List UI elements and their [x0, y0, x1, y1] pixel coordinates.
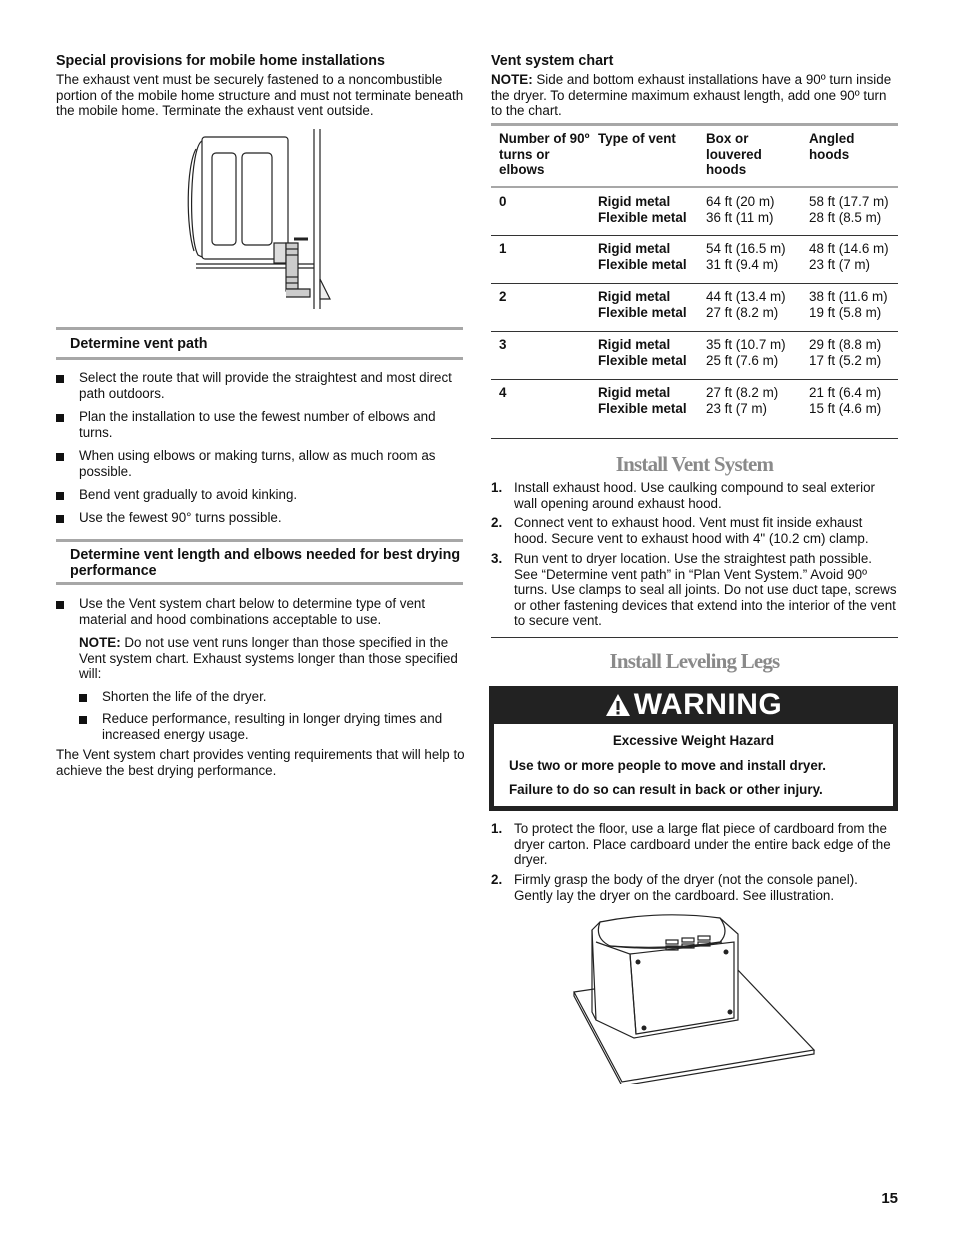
- dryer-on-cardboard-illustration: [570, 912, 816, 1084]
- table-row: 4 Rigid metal Flexible metal 27 ft (8.2 m) 23 ft (7 m) 21 ft (6.4 m) 15 ft (4.6 m): [499, 385, 882, 416]
- column-header: Number of 90º turns or elbows: [499, 131, 590, 178]
- mobile-home-heading: Special provisions for mobile home installations: [56, 53, 385, 69]
- vent-length-rule-top: [56, 539, 463, 542]
- bullet-icon: [56, 414, 64, 422]
- warning-line-1: Use two or more people to move and install dryer.: [509, 758, 826, 773]
- vent-length-note: NOTE: Do not use vent runs longer than those specified in the Vent system chart. Exhaust systems longer than those specified will:: [79, 635, 458, 682]
- vent-path-rule-bottom: [56, 357, 463, 360]
- mobile-home-vent-illustration: [182, 127, 332, 312]
- vent-length-closing: The Vent system chart provides venting requirements that will help to achieve the best drying performance.: [56, 747, 465, 778]
- vent-chart-heading: Vent system chart: [491, 53, 614, 69]
- warning-triangle-icon: [605, 693, 631, 717]
- table-row: 3 Rigid metal Flexible metal 35 ft (10.7 m) 25 ft (7.6 m) 29 ft (8.8 m) 17 ft (5.2 m): [499, 337, 882, 368]
- list-item: When using elbows or making turns, allow as much room as possible.: [56, 448, 463, 480]
- warning-box: [489, 686, 898, 811]
- page-number: 15: [881, 1190, 898, 1207]
- warning-body: [494, 724, 893, 806]
- vent-path-heading: Determine vent path: [70, 336, 208, 352]
- table-row: 1 Rigid metal Flexible metal 54 ft (16.5 m) 31 ft (9.4 m) 48 ft (14.6 m) 23 ft (7 m): [499, 241, 889, 272]
- table-row: 2 Rigid metal Flexible metal 44 ft (13.4 m) 27 ft (8.2 m) 38 ft (11.6 m) 19 ft (5.8 m): [499, 289, 888, 320]
- install-vent-heading: Install Vent System: [615, 452, 774, 476]
- vent-chart-note: NOTE: Side and bottom exhaust installations have a 90º turn inside the dryer. To determine maximum exhaust length, add one 90º turn to the chart.: [491, 72, 892, 119]
- list-item: 2. Connect vent to exhaust hood. Vent must fit inside exhaust hood. Secure vent to exhaust hood with 4" (10.2 cm) clamp.: [491, 515, 869, 546]
- list-item: Bend vent gradually to avoid kinking.: [56, 487, 463, 503]
- bullet-icon: [56, 453, 64, 461]
- bullet-icon: [56, 492, 64, 500]
- list-item: Plan the installation to use the fewest number of elbows and turns.: [56, 409, 463, 441]
- install-legs-heading: Install Leveling Legs: [609, 649, 780, 673]
- vent-length-heading: Determine vent length and elbows needed for best drying performance: [70, 547, 461, 579]
- warning-line-2: Failure to do so can result in back or other injury.: [509, 782, 823, 797]
- list-item: 3. Run vent to dryer location. Use the straightest path possible. See “Determine vent path” in “Plan Vent System.” Avoid 90º turns. Use clamps to seal all joints. Do not use duct tape, screws or other fastening devices that extend into the interior of the vent to secure vent.: [491, 551, 897, 629]
- list-item: Use the Vent system chart below to determine type of vent material and hood combinations acceptable to use.: [56, 596, 463, 628]
- vent-chart-table: [491, 123, 898, 439]
- bullet-icon: [79, 716, 87, 724]
- table-row: 0 Rigid metal Flexible metal 64 ft (20 m) 36 ft (11 m) 58 ft (17.7 m) 28 ft (8.5 m): [499, 194, 889, 225]
- mobile-home-text: The exhaust vent must be securely fastened to a noncombustible portion of the mobile home structure and must not terminate beneath the mobile home. Terminate the exhaust vent outside.: [56, 72, 464, 119]
- warning-header: [489, 686, 898, 724]
- column-header: Type of vent: [598, 131, 676, 146]
- list-item: 2. Firmly grasp the body of the dryer (not the console panel). Gently lay the dryer on the cardboard. See illustration.: [491, 872, 858, 903]
- vent-length-rule-bottom: [56, 582, 463, 585]
- list-item: 1. Install exhaust hood. Use caulking compound to seal exterior wall opening around exhaust hood.: [491, 480, 876, 511]
- sub-list-item: Reduce performance, resulting in longer drying times and increased energy usage.: [79, 711, 463, 743]
- bullet-icon: [56, 601, 64, 609]
- list-item: 1. To protect the floor, use a large flat piece of cardboard from the dryer carton. Place cardboard under the entire back edge of the dryer.: [491, 821, 891, 868]
- warning-title: WARNING: [633, 688, 783, 721]
- list-item: Select the route that will provide the straightest and most direct path outdoors.: [56, 370, 463, 402]
- bullet-icon: [56, 515, 64, 523]
- section-divider: [491, 637, 898, 638]
- column-header: Box or louvered hoods: [706, 131, 762, 178]
- sub-list-item: Shorten the life of the dryer.: [79, 689, 463, 705]
- vent-path-rule-top: [56, 327, 463, 330]
- column-header: Angled hoods: [809, 131, 855, 162]
- list-item: Use the fewest 90° turns possible.: [56, 510, 463, 526]
- bullet-icon: [79, 694, 87, 702]
- table-header-row: [491, 126, 898, 186]
- warning-hazard: Excessive Weight Hazard: [612, 733, 775, 748]
- bullet-icon: [56, 375, 64, 383]
